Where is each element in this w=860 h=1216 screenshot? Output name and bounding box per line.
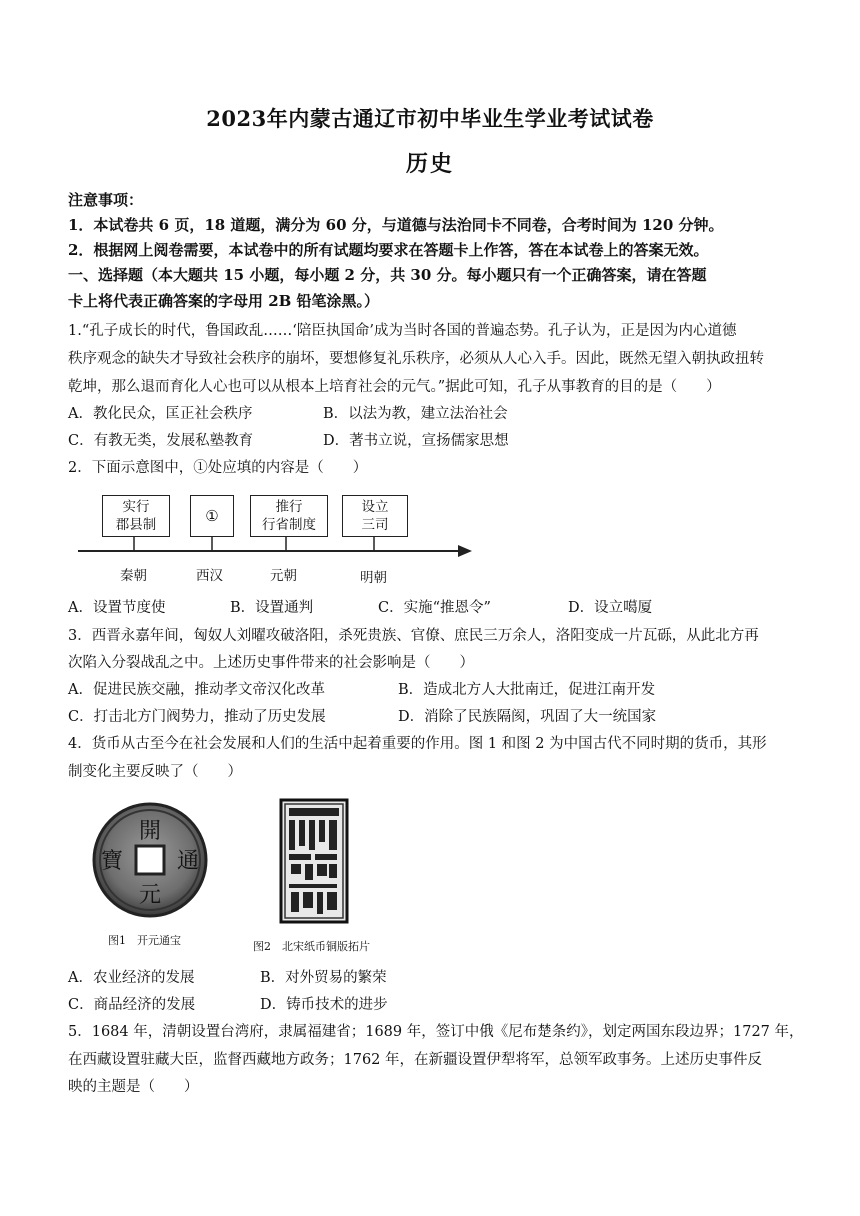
q2-option-a: A．设置节度使 bbox=[68, 600, 166, 616]
timeline-box-qin-line-2: 郡县制 bbox=[115, 517, 157, 533]
timeline-label-xihan: 西汉 bbox=[196, 568, 223, 584]
timeline-box-yuan bbox=[250, 495, 328, 537]
timeline-label-qin: 秦朝 bbox=[120, 568, 147, 584]
q1-stem-line-1: 1.“孔子成长的时代，鲁国政乱……‘陪臣执国命’成为当时各国的普遍态势。孔子认为，正是因为内心道德 bbox=[68, 323, 737, 339]
coin-char-right: 通 bbox=[176, 849, 200, 874]
q5-stem-line-1: 5．1684 年，清朝设置台湾府，隶属福建省；1689 年，签订中俄《尼布楚条约》，划定两国东段边界；1727 年， bbox=[68, 1024, 804, 1040]
q1-option-d: D．著书立说，宣扬儒家思想 bbox=[323, 433, 509, 449]
timeline-box-ming-line-1: 设立 bbox=[361, 499, 389, 515]
q2-stem: 2．下面示意图中，①处应填的内容是（ ） bbox=[68, 460, 368, 476]
coin-svg bbox=[88, 802, 223, 922]
q2-option-b: B．设置通判 bbox=[230, 600, 314, 616]
q5-stem-line-2: 在西藏设置驻藏大臣，监督西藏地方政务；1762 年，在新疆设置伊犁将军，总领军政事务。上述历史事件反 bbox=[68, 1052, 763, 1068]
fig1-caption: 图1 开元通宝 bbox=[108, 934, 181, 947]
q1-option-c: C．有教无类，发展私塾教育 bbox=[68, 433, 254, 449]
timeline-box-ming bbox=[342, 495, 408, 537]
kaiyuan-coin-image bbox=[88, 802, 223, 922]
timeline-label-ming: 明朝 bbox=[360, 570, 387, 586]
section-heading-line-2: 卡上将代表正确答案的字母用 2B 铅笔涂黑。） bbox=[68, 292, 380, 310]
q4-stem-line-1: 4．货币从古至今在社会发展和人们的生活中起着重要的作用。图 1 和图 2 为中国古代不同时期的货币，其形 bbox=[68, 736, 767, 752]
note-item-2: 2．根据网上阅卷需要，本试卷中的所有试题均要求在答题卡上作答，答在本试卷上的答案无效。 bbox=[68, 241, 709, 259]
q5-stem-line-3: 映的主题是（ ） bbox=[68, 1079, 199, 1095]
q2-option-c: C．实施“推恩令” bbox=[378, 600, 491, 616]
timeline-box-blank-label: ① bbox=[205, 507, 219, 525]
q2-option-d: D．设立噶厦 bbox=[568, 600, 653, 616]
note-item-1: 1．本试卷共 6 页，18 道题，满分为 60 分，与道德与法治同卡不同卷，合考时间为 120 分钟。 bbox=[68, 216, 724, 234]
song-paper-money-rubbing-image bbox=[275, 796, 355, 926]
timeline-box-yuan-line-1: 推行 bbox=[275, 499, 303, 515]
coin-char-top: 開 bbox=[138, 819, 162, 844]
timeline-box-qin bbox=[102, 495, 170, 537]
paper-money-svg bbox=[275, 796, 355, 926]
q3-option-b: B．造成北方人大批南迁，促进江南开发 bbox=[398, 682, 656, 698]
q3-option-c: C．打击北方门阀势力，推动了历史发展 bbox=[68, 709, 326, 725]
q3-stem-line-1: 3．西晋永嘉年间，匈奴人刘曜攻破洛阳，杀死贵族、官僚、庶民三万余人，洛阳变成一片瓦砾，从此北方再 bbox=[68, 628, 759, 644]
q2-timeline-diagram bbox=[70, 488, 480, 588]
q3-option-d: D．消除了民族隔阂，巩固了大一统国家 bbox=[398, 709, 657, 725]
notes-heading: 注意事项： bbox=[68, 191, 144, 209]
section-heading-line-1: 一、选择题（本大题共 15 小题，每小题 2 分，共 30 分。每小题只有一个正确答案，请在答题 bbox=[68, 266, 707, 284]
q1-stem-line-2: 秩序观念的缺失才导致社会秩序的崩坏，要想修复礼乐秩序，必须从人心入手。因此，既然无望入朝执政扭转 bbox=[68, 351, 764, 367]
q1-option-a: A．教化民众，匡正社会秩序 bbox=[68, 406, 253, 422]
q4-stem-line-2: 制变化主要反映了（ ） bbox=[68, 764, 242, 780]
coin-char-bottom: 元 bbox=[138, 883, 162, 908]
fig2-caption: 图2 北宋纸币铜版拓片 bbox=[253, 940, 370, 953]
q4-option-b: B．对外贸易的繁荣 bbox=[260, 970, 387, 986]
q4-option-c: C．商品经济的发展 bbox=[68, 997, 196, 1013]
exam-title: 2023年内蒙古通辽市初中毕业生学业考试试卷 bbox=[206, 106, 654, 131]
q3-stem-line-2: 次陷入分裂战乱之中。上述历史事件带来的社会影响是（ ） bbox=[68, 655, 474, 671]
timeline-arrow bbox=[458, 545, 472, 557]
timeline-box-ming-line-2: 三司 bbox=[361, 517, 389, 533]
timeline-box-blank bbox=[190, 495, 234, 537]
timeline-label-yuan: 元朝 bbox=[270, 568, 297, 584]
q1-option-b: B．以法为教，建立法治社会 bbox=[323, 406, 508, 422]
q3-option-a: A．促进民族交融，推动孝文帝汉化改革 bbox=[68, 682, 325, 698]
timeline-box-yuan-line-2: 行省制度 bbox=[262, 517, 316, 533]
q4-option-a: A．农业经济的发展 bbox=[68, 970, 195, 986]
subject-title: 历史 bbox=[405, 151, 454, 177]
timeline-box-qin-line-1: 实行 bbox=[122, 499, 150, 515]
q1-stem-line-3: 乾坤，那么退而育化人心也可以从根本上培育社会的元气。”据此可知，孔子从事教育的目的是（ ） bbox=[68, 379, 721, 395]
coin-char-left: 寶 bbox=[100, 849, 124, 874]
q4-option-d: D．铸币技术的进步 bbox=[260, 997, 388, 1013]
